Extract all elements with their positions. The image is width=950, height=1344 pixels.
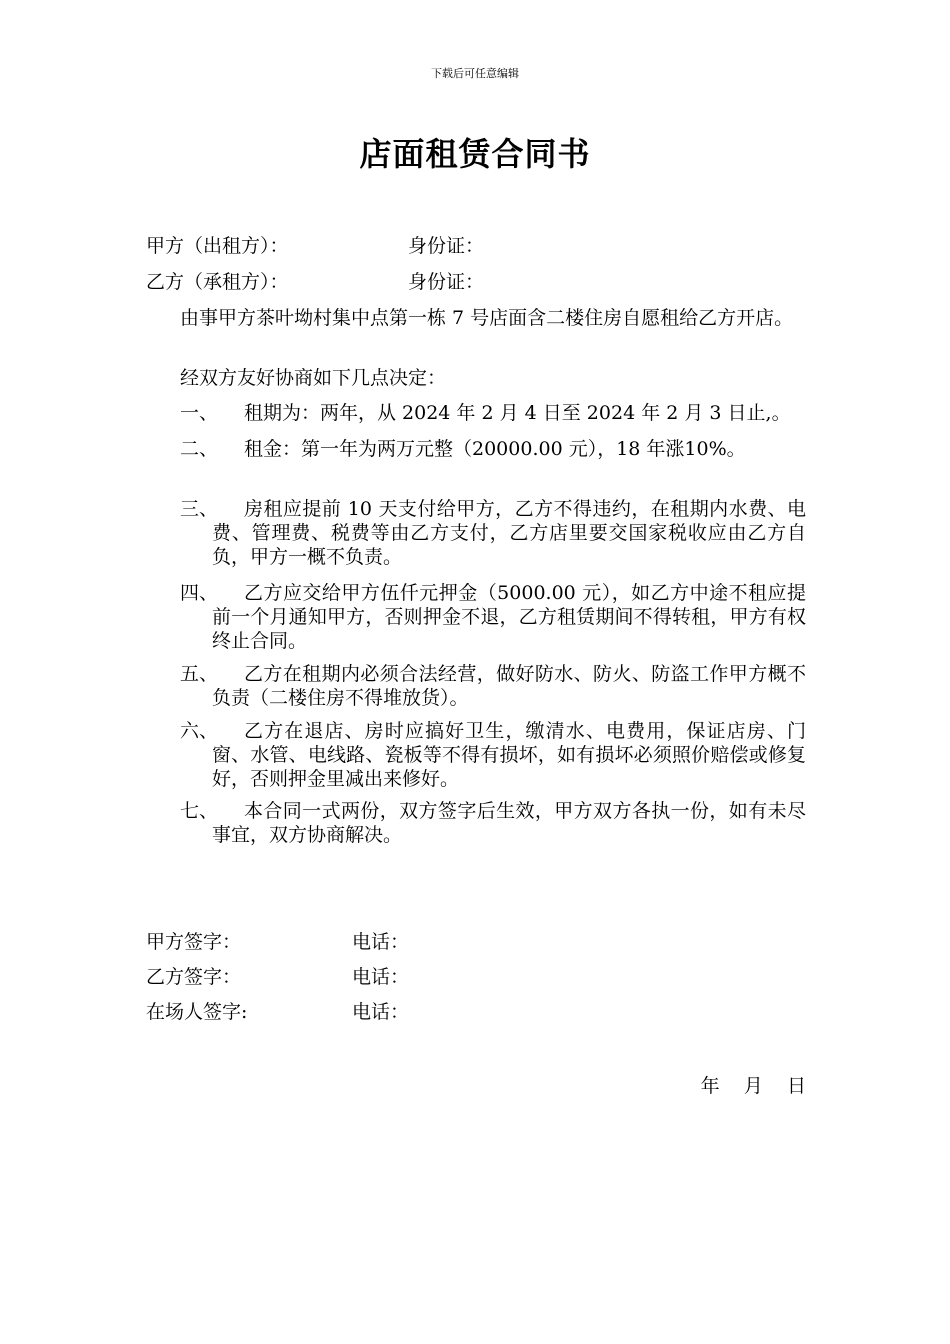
clause-6 bbox=[180, 719, 806, 791]
clause-1 bbox=[180, 401, 806, 425]
agreement-paragraph: 经双方友好协商如下几点决定： bbox=[180, 367, 447, 389]
date-line: 年 月 日 bbox=[700, 1075, 806, 1097]
clause-7 bbox=[180, 799, 806, 847]
intro-paragraph: 由事甲方茶叶坳村集中点第一栋 7 号店面含二楼住房自愿租给乙方开店。 bbox=[180, 307, 794, 329]
clause-text: 乙方应交给甲方伍仟元押金（5000.00 元），如乙方中途不租应提前一个月通知甲方，否则押金不退，乙方租赁期间不得转租，甲方有权终止合同。 bbox=[212, 582, 806, 652]
party-a-id-label: 身份证： bbox=[408, 235, 485, 257]
clause-number: 一、 bbox=[180, 402, 219, 424]
party-b-signature-label: 乙方签字： bbox=[146, 966, 242, 988]
clause-number: 四、 bbox=[180, 582, 219, 604]
clause-3 bbox=[180, 497, 806, 569]
clause-number: 七、 bbox=[180, 800, 219, 822]
clause-number: 三、 bbox=[180, 498, 219, 520]
witness-signature-label: 在场人签字: bbox=[146, 1001, 248, 1023]
party-b-id-label: 身份证： bbox=[408, 271, 485, 293]
clause-text: 本合同一式两份，双方签字后生效，甲方双方各执一份，如有未尽事宜，双方协商解决。 bbox=[212, 800, 806, 846]
clause-text: 租金：第一年为两万元整（20000.00 元），18 年涨10%。 bbox=[244, 438, 746, 460]
clause-number: 二、 bbox=[180, 438, 219, 460]
clause-4 bbox=[180, 581, 806, 653]
witness-phone-label: 电话： bbox=[352, 1001, 410, 1023]
clause-number: 六、 bbox=[180, 720, 219, 742]
clause-text: 房租应提前 10 天支付给甲方，乙方不得违约，在租期内水费、电费、管理费、税费等由乙方支付，乙方店里要交国家税收应由乙方自负，甲方一概不负责。 bbox=[212, 498, 806, 568]
party-b-phone-label: 电话： bbox=[352, 966, 410, 988]
party-a-label: 甲方（出租方）： bbox=[146, 235, 289, 257]
clause-text: 乙方在退店、房时应搞好卫生，缴清水、电费用，保证店房、门窗、水管、电线路、瓷板等不得有损坏，如有损坏必须照价赔偿或修复好，否则押金里减出来修好。 bbox=[212, 720, 806, 790]
clause-2 bbox=[180, 437, 806, 461]
document-title: 店面租赁合同书 bbox=[359, 135, 591, 173]
header-note: 下载后可任意编辑 bbox=[431, 67, 519, 80]
clause-text: 乙方在租期内必须合法经营，做好防水、防火、防盗工作甲方概不负责（二楼住房不得堆放货）。 bbox=[212, 663, 806, 709]
clause-number: 五、 bbox=[180, 663, 219, 685]
clause-5 bbox=[180, 662, 806, 710]
clause-text: 租期为：两年，从 2024 年 2 月 4 日至 2024 年 2 月 3 日止,。 bbox=[244, 402, 791, 424]
party-b-label: 乙方（承租方）： bbox=[146, 271, 289, 293]
party-a-signature-label: 甲方签字： bbox=[146, 931, 242, 953]
party-a-phone-label: 电话： bbox=[352, 931, 410, 953]
